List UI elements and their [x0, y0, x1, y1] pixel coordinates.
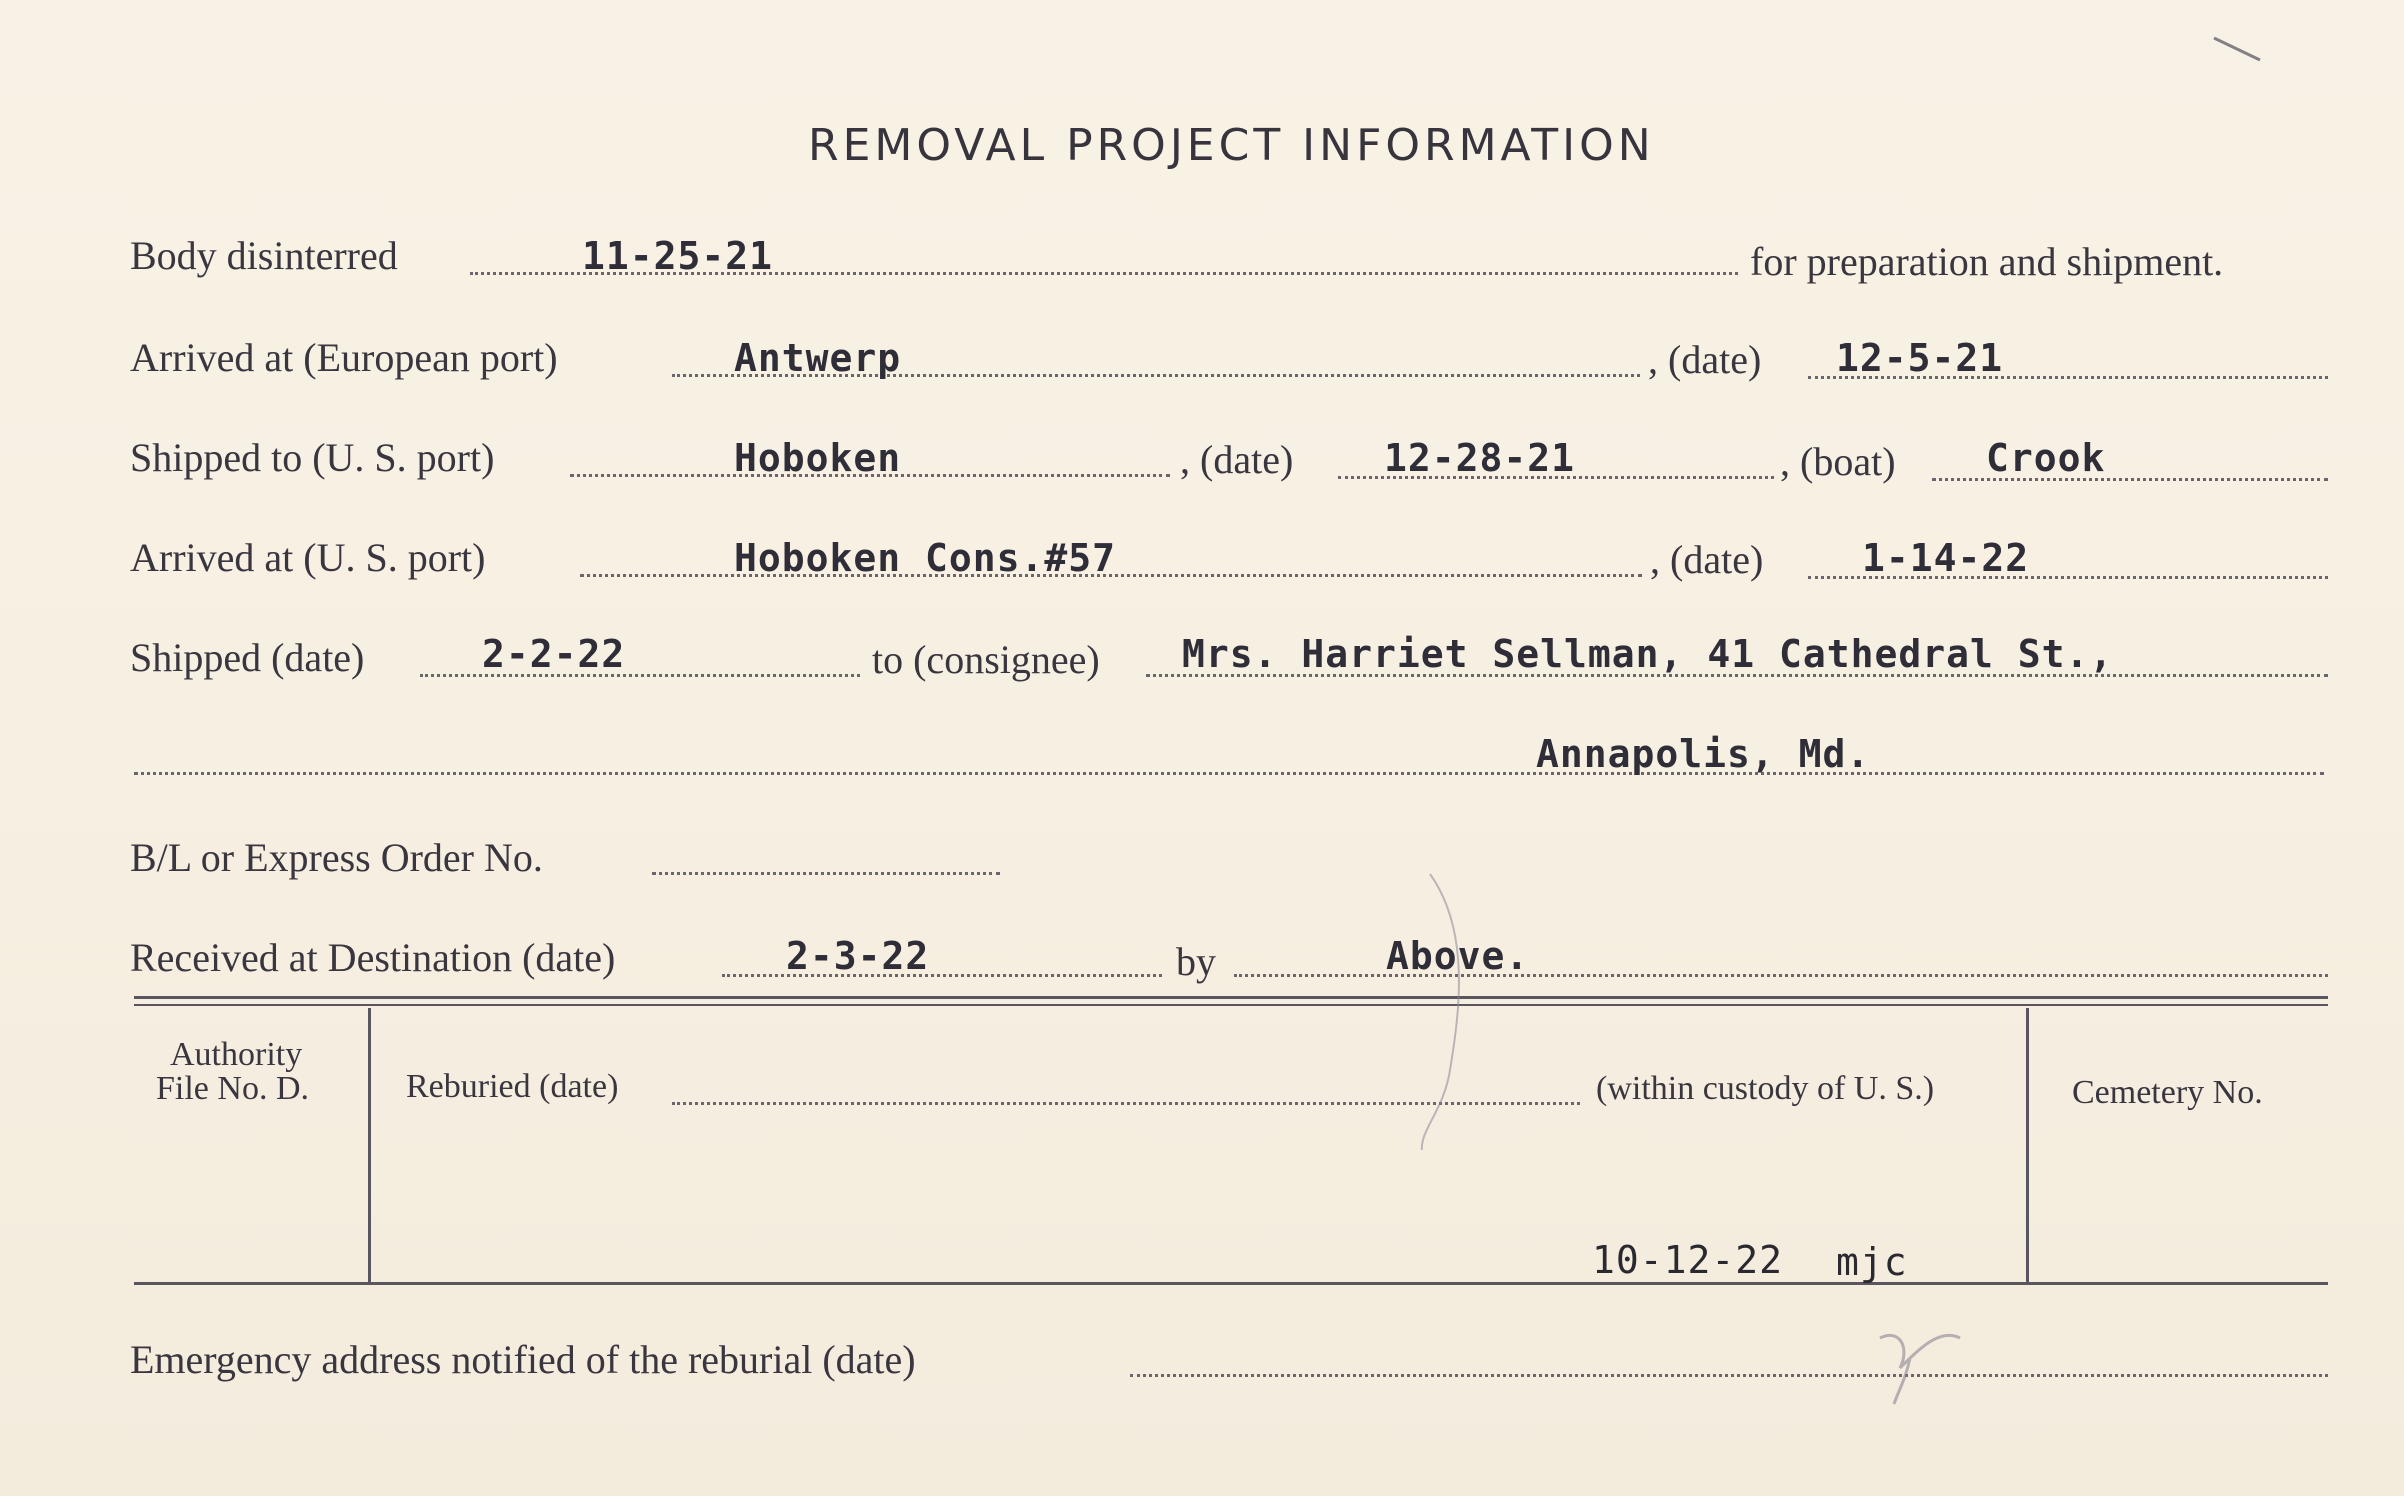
bl-order-line [652, 872, 1000, 875]
us-port-arrived-label: Arrived at (U. S. port) [130, 535, 486, 580]
emergency-label: Emergency address notified of the reburial (date) [130, 1337, 916, 1382]
body-disinterred-label: Body disinterred [130, 233, 398, 278]
us-port-shipped-date-value: 12-28-21 [1384, 436, 1576, 480]
consignee-line-2 [134, 772, 2324, 775]
reburied-label: Reburied (date) [406, 1068, 619, 1105]
table-bottom-rule [134, 1282, 2328, 1285]
european-port-date-label: , (date) [1648, 337, 1762, 382]
european-port-value: Antwerp [734, 336, 902, 380]
shipped-date-value: 2-2-22 [482, 632, 626, 676]
bl-order-label: B/L or Express Order No. [130, 835, 543, 880]
cemetery-label: Cemetery No. [2072, 1074, 2263, 1111]
shipped-date-label: Shipped (date) [130, 635, 365, 680]
stamp-date: 10-12-22 [1592, 1238, 1784, 1282]
emergency-line [1130, 1374, 2328, 1377]
us-port-shipped-date-label: , (date) [1180, 437, 1294, 482]
boat-value: Crook [1986, 436, 2106, 480]
stamp-initials: mjc [1836, 1240, 1908, 1284]
authority-label-line2: File No. D. [156, 1070, 309, 1107]
us-port-arrived-date-value: 1-14-22 [1862, 536, 2030, 580]
body-disinterred-suffix: for preparation and shipment. [1750, 239, 2224, 284]
us-port-arrived-value: Hoboken Cons.#57 [734, 536, 1117, 580]
body-disinterred-value: 11-25-21 [582, 234, 774, 278]
pencil-mark [1400, 870, 1520, 1160]
european-port-label: Arrived at (European port) [130, 335, 558, 380]
pencil-checkmark [1870, 1318, 1970, 1408]
us-port-arrived-date-label: , (date) [1650, 537, 1764, 582]
consignee-label: to (consignee) [872, 637, 1100, 682]
received-destination-value: 2-3-22 [786, 934, 930, 978]
table-divider-left [368, 1008, 371, 1282]
received-by-label: by [1176, 939, 1216, 984]
consignee-value-line2: Annapolis, Md. [1536, 732, 1871, 776]
received-by-value: Above. [1386, 934, 1530, 978]
table-divider-right [2026, 1008, 2029, 1282]
authority-label-line1: Authority [170, 1036, 303, 1073]
boat-label: , (boat) [1780, 439, 1896, 484]
received-destination-label: Received at Destination (date) [130, 935, 616, 980]
us-port-shipped-value: Hoboken [734, 436, 902, 480]
custody-label: (within custody of U. S.) [1596, 1070, 1935, 1107]
table-top-rule [134, 996, 2328, 999]
european-port-date-value: 12-5-21 [1836, 336, 2004, 380]
table-top-rule-inner [134, 1004, 2328, 1006]
card-title: REMOVAL PROJECT INFORMATION [808, 120, 1655, 171]
corner-mark [2210, 30, 2270, 70]
us-port-shipped-label: Shipped to (U. S. port) [130, 435, 495, 480]
consignee-value: Mrs. Harriet Sellman, 41 Cathedral St., [1182, 632, 2114, 676]
